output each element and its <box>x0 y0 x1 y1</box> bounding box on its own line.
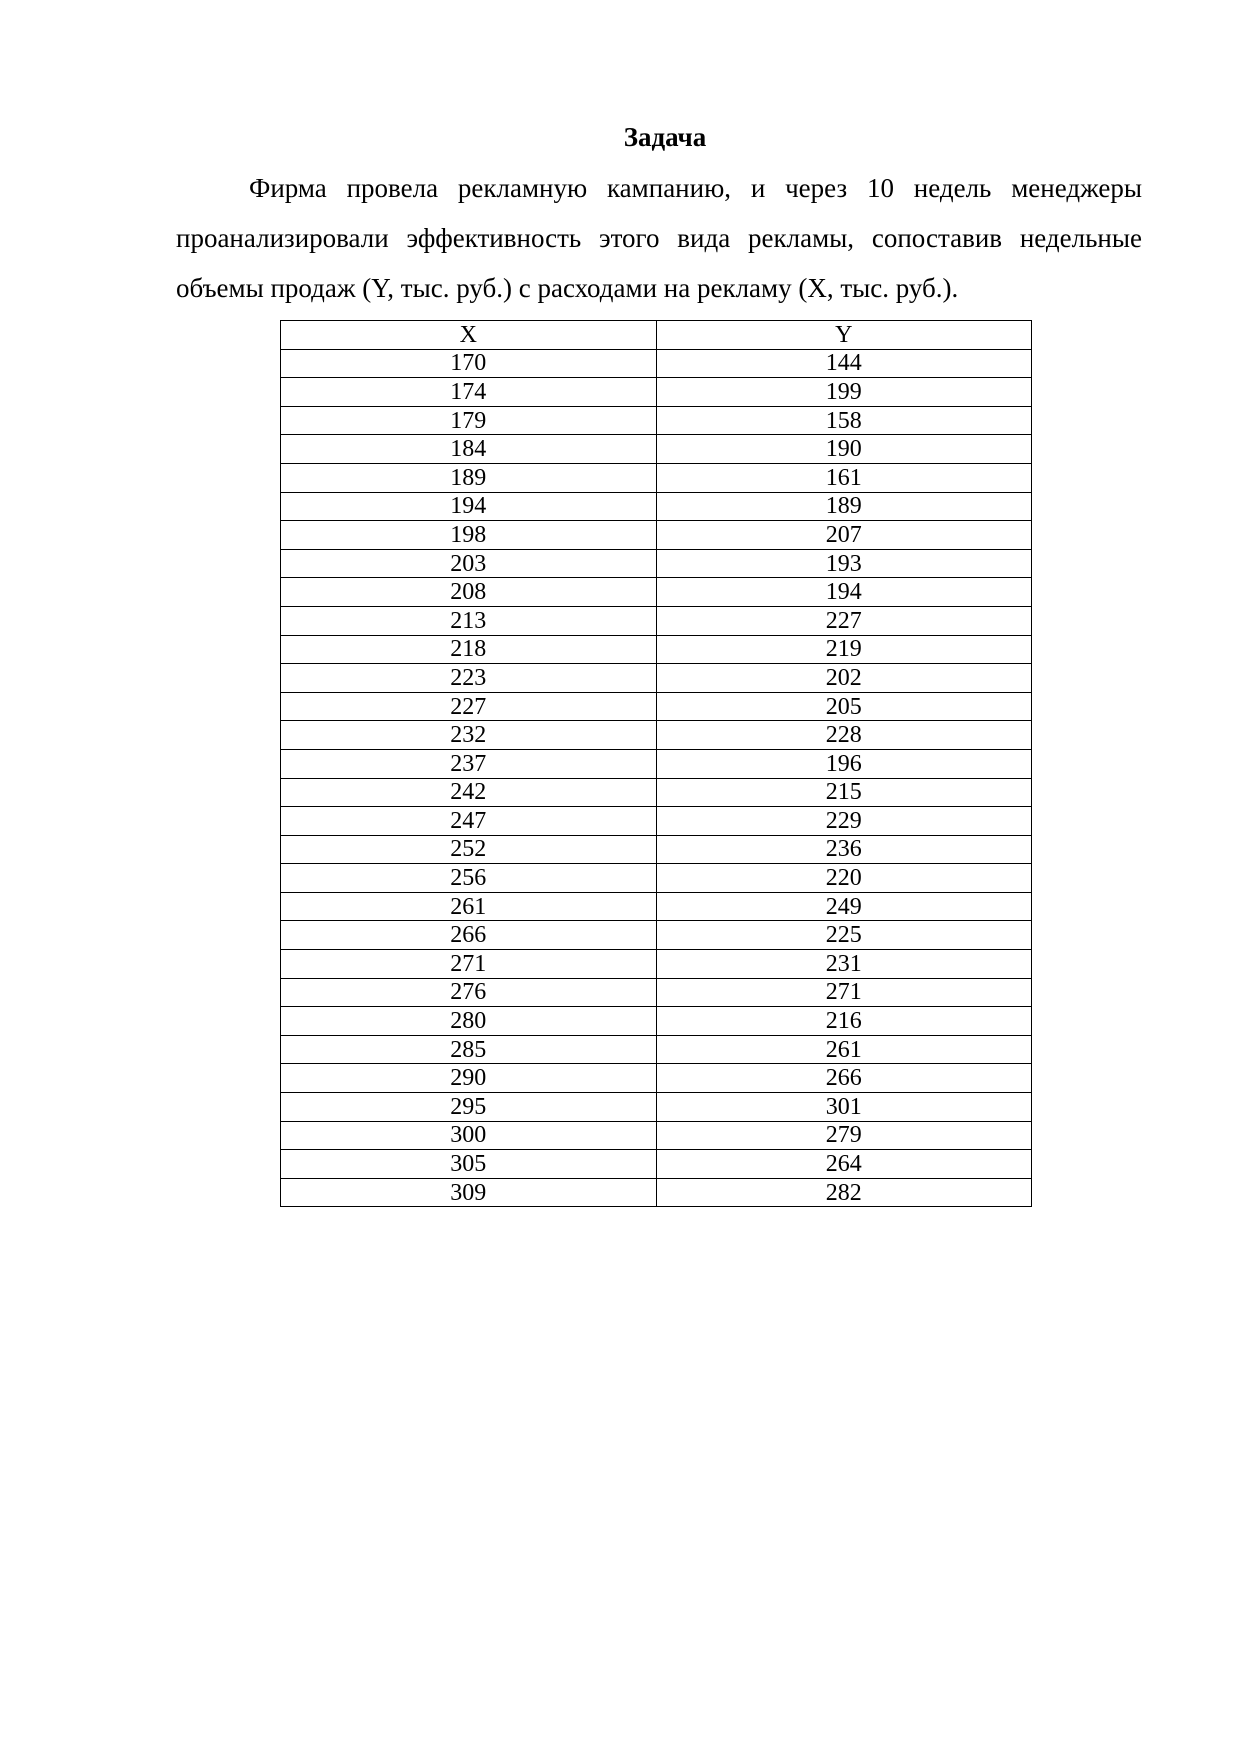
cell-x-value: 189 <box>281 463 657 492</box>
table-row <box>281 835 1032 864</box>
cell-x-value: 280 <box>281 1007 657 1036</box>
cell-y-value: 228 <box>656 721 1032 750</box>
table-row <box>281 950 1032 979</box>
cell-y-value: 279 <box>656 1121 1032 1150</box>
cell-y-value: 161 <box>656 463 1032 492</box>
cell-y-value: 199 <box>656 378 1032 407</box>
cell-y-value: 231 <box>656 950 1032 979</box>
cell-y-value: 219 <box>656 635 1032 664</box>
cell-x-value: 285 <box>281 1035 657 1064</box>
cell-x-value: 309 <box>281 1178 657 1207</box>
cell-x-value: 261 <box>281 892 657 921</box>
cell-x-value: 227 <box>281 692 657 721</box>
cell-x-value: 271 <box>281 950 657 979</box>
cell-x-value: 300 <box>281 1121 657 1150</box>
table-row <box>281 1064 1032 1093</box>
table-row <box>281 721 1032 750</box>
table-row <box>281 463 1032 492</box>
cell-y-value: 249 <box>656 892 1032 921</box>
column-header-y: Y <box>656 321 1032 350</box>
table-row <box>281 1093 1032 1122</box>
cell-x-value: 198 <box>281 521 657 550</box>
cell-y-value: 205 <box>656 692 1032 721</box>
cell-x-value: 256 <box>281 864 657 893</box>
cell-y-value: 196 <box>656 749 1032 778</box>
cell-x-value: 213 <box>281 606 657 635</box>
table-row <box>281 406 1032 435</box>
table-row <box>281 1150 1032 1179</box>
cell-y-value: 282 <box>656 1178 1032 1207</box>
cell-x-value: 252 <box>281 835 657 864</box>
cell-x-value: 194 <box>281 492 657 521</box>
cell-x-value: 295 <box>281 1093 657 1122</box>
table-header-row <box>281 321 1032 350</box>
cell-x-value: 305 <box>281 1150 657 1179</box>
data-table <box>280 320 1032 1207</box>
cell-y-value: 189 <box>656 492 1032 521</box>
cell-y-value: 271 <box>656 978 1032 1007</box>
cell-x-value: 242 <box>281 778 657 807</box>
cell-y-value: 225 <box>656 921 1032 950</box>
table-row <box>281 349 1032 378</box>
cell-y-value: 144 <box>656 349 1032 378</box>
cell-x-value: 184 <box>281 435 657 464</box>
cell-y-value: 158 <box>656 406 1032 435</box>
cell-y-value: 207 <box>656 521 1032 550</box>
cell-x-value: 174 <box>281 378 657 407</box>
cell-y-value: 236 <box>656 835 1032 864</box>
problem-statement: Фирма провела рекламную кампанию, и через 10 недель менеджеры проанализировали эффективность этого вида рекламы, сопоставив недельные объемы продаж (Y, тыс. руб.) с расходами на рекламу (X, тыс. руб.). <box>176 173 1142 303</box>
table-row <box>281 521 1032 550</box>
table-row <box>281 664 1032 693</box>
cell-x-value: 232 <box>281 721 657 750</box>
table-row <box>281 549 1032 578</box>
table-body <box>281 349 1032 1207</box>
table-row <box>281 1121 1032 1150</box>
table-row <box>281 864 1032 893</box>
cell-y-value: 215 <box>656 778 1032 807</box>
table-row <box>281 778 1032 807</box>
cell-y-value: 202 <box>656 664 1032 693</box>
table-row <box>281 692 1032 721</box>
cell-x-value: 218 <box>281 635 657 664</box>
cell-x-value: 208 <box>281 578 657 607</box>
cell-x-value: 266 <box>281 921 657 950</box>
table-row <box>281 435 1032 464</box>
column-header-x: X <box>281 321 657 350</box>
table-row <box>281 606 1032 635</box>
cell-x-value: 247 <box>281 807 657 836</box>
cell-y-value: 261 <box>656 1035 1032 1064</box>
table-row <box>281 978 1032 1007</box>
cell-x-value: 276 <box>281 978 657 1007</box>
table-row <box>281 892 1032 921</box>
cell-x-value: 223 <box>281 664 657 693</box>
cell-x-value: 179 <box>281 406 657 435</box>
table-row <box>281 378 1032 407</box>
cell-y-value: 229 <box>656 807 1032 836</box>
cell-x-value: 203 <box>281 549 657 578</box>
cell-y-value: 193 <box>656 549 1032 578</box>
table-row <box>281 578 1032 607</box>
table-row <box>281 1007 1032 1036</box>
cell-y-value: 266 <box>656 1064 1032 1093</box>
table-row <box>281 807 1032 836</box>
table-row <box>281 635 1032 664</box>
cell-x-value: 170 <box>281 349 657 378</box>
cell-y-value: 264 <box>656 1150 1032 1179</box>
table-row <box>281 492 1032 521</box>
document-title: Задача <box>623 122 707 152</box>
cell-y-value: 301 <box>656 1093 1032 1122</box>
cell-x-value: 237 <box>281 749 657 778</box>
cell-y-value: 220 <box>656 864 1032 893</box>
cell-x-value: 290 <box>281 1064 657 1093</box>
cell-y-value: 190 <box>656 435 1032 464</box>
table-row <box>281 921 1032 950</box>
cell-y-value: 216 <box>656 1007 1032 1036</box>
table-row <box>281 749 1032 778</box>
table-row <box>281 1035 1032 1064</box>
cell-y-value: 227 <box>656 606 1032 635</box>
table-row <box>281 1178 1032 1207</box>
cell-y-value: 194 <box>656 578 1032 607</box>
